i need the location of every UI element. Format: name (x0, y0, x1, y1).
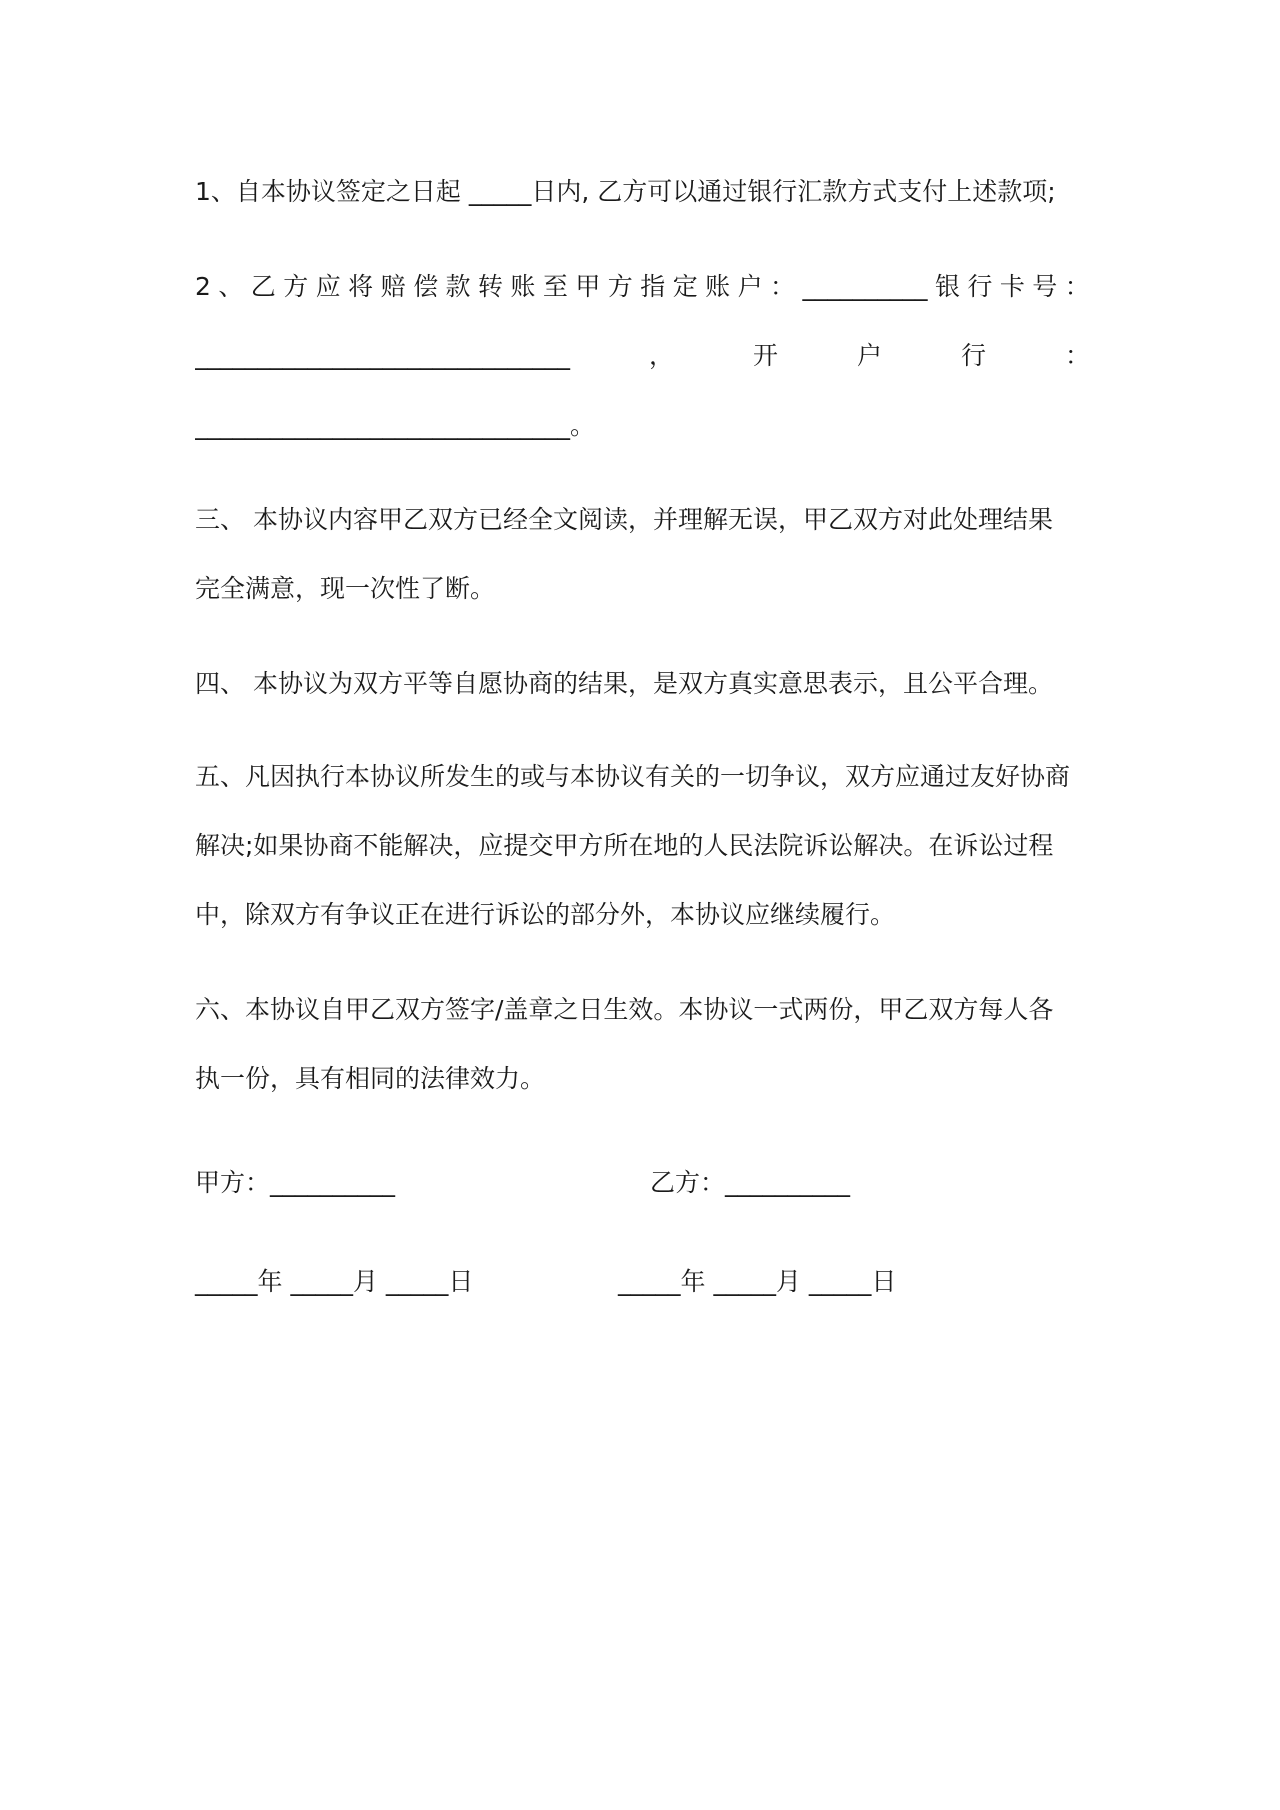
c2-line1-token: 偿 (413, 272, 439, 301)
clause-5-line-3: 中，除双方有争议正在进行诉讼的部分外，本协议应继续履行。 (195, 900, 896, 929)
c2-line1-token: 转 (477, 272, 503, 301)
c2-line1-token: __________ (802, 272, 928, 301)
c2-line1-token: ： (770, 272, 796, 301)
clause-2-line-2 (195, 339, 1090, 373)
c2-line1-token: 方 (607, 272, 633, 301)
c2-line1-token: 赔 (380, 272, 406, 301)
c2-line1-token: 卡 (999, 272, 1025, 301)
clause-5-line-2: 解决;如果协商不能解决，应提交甲方所在地的人民法院诉讼解决。在诉讼过程 (195, 831, 1054, 860)
party-a-date: _____年 _____月 _____日 (195, 1267, 474, 1296)
c2-line1-token: 行 (967, 272, 993, 301)
c2-line2-token: ， (648, 341, 674, 370)
clause-6-line-2: 执一份，具有相同的法律效力。 (195, 1064, 546, 1093)
clause-2-line-3: ______________________________。 (195, 411, 596, 440)
c2-line1-token: 定 (672, 272, 698, 301)
c2-line2-token: 户 (856, 341, 882, 370)
clause-6-line-1: 六、本协议自甲乙双方签字/盖章之日生效。本协议一式两份，甲乙双方每人各 (195, 995, 1054, 1024)
c2-line1-token: 银 (934, 272, 960, 301)
c2-line1-token: 将 (348, 272, 374, 301)
party-a-signature: 甲方：__________ (195, 1168, 396, 1197)
clause-5-line-1: 五、凡因执行本协议所发生的或与本协议有关的一切争议，双方应通过友好协商 (195, 762, 1071, 791)
c2-line1-token: 指 (640, 272, 666, 301)
c2-line1-token: 户 (737, 272, 763, 301)
c2-line1-token: 方 (283, 272, 309, 301)
c2-line1-token: 2 (195, 272, 211, 301)
c2-line1-token: 号 (1032, 272, 1058, 301)
clause-1: 1、自本协议签定之日起 _____日内, 乙方可以通过银行汇款方式支付上述款项; (195, 177, 1056, 206)
clause-3-line-2: 完全满意，现一次性了断。 (195, 574, 496, 603)
party-b-date: _____年 _____月 _____日 (618, 1267, 897, 1296)
c2-line1-token: 账 (510, 272, 536, 301)
party-b-signature: 乙方：__________ (650, 1168, 851, 1197)
c2-line1-token: 、 (218, 272, 244, 301)
c2-line1-token: 甲 (575, 272, 601, 301)
c2-line2-token: 开 (752, 341, 778, 370)
c2-line1-token: 至 (542, 272, 568, 301)
c2-line2-token: 行 (960, 341, 986, 370)
c2-line1-token: ： (1064, 272, 1090, 301)
c2-line2-token: ______________________________ (195, 341, 570, 370)
clause-3-line-1: 三、 本协议内容甲乙双方已经全文阅读，并理解无误，甲乙双方对此处理结果 (195, 505, 1053, 534)
c2-line1-token: 款 (445, 272, 471, 301)
clause-2-line-1 (195, 270, 1090, 304)
c2-line2-token: ： (1064, 341, 1090, 370)
clause-4: 四、 本协议为双方平等自愿协商的结果，是双方真实意思表示，且公平合理。 (195, 669, 1053, 698)
c2-line1-token: 乙 (250, 272, 276, 301)
c2-line1-token: 应 (315, 272, 341, 301)
c2-line1-token: 账 (705, 272, 731, 301)
